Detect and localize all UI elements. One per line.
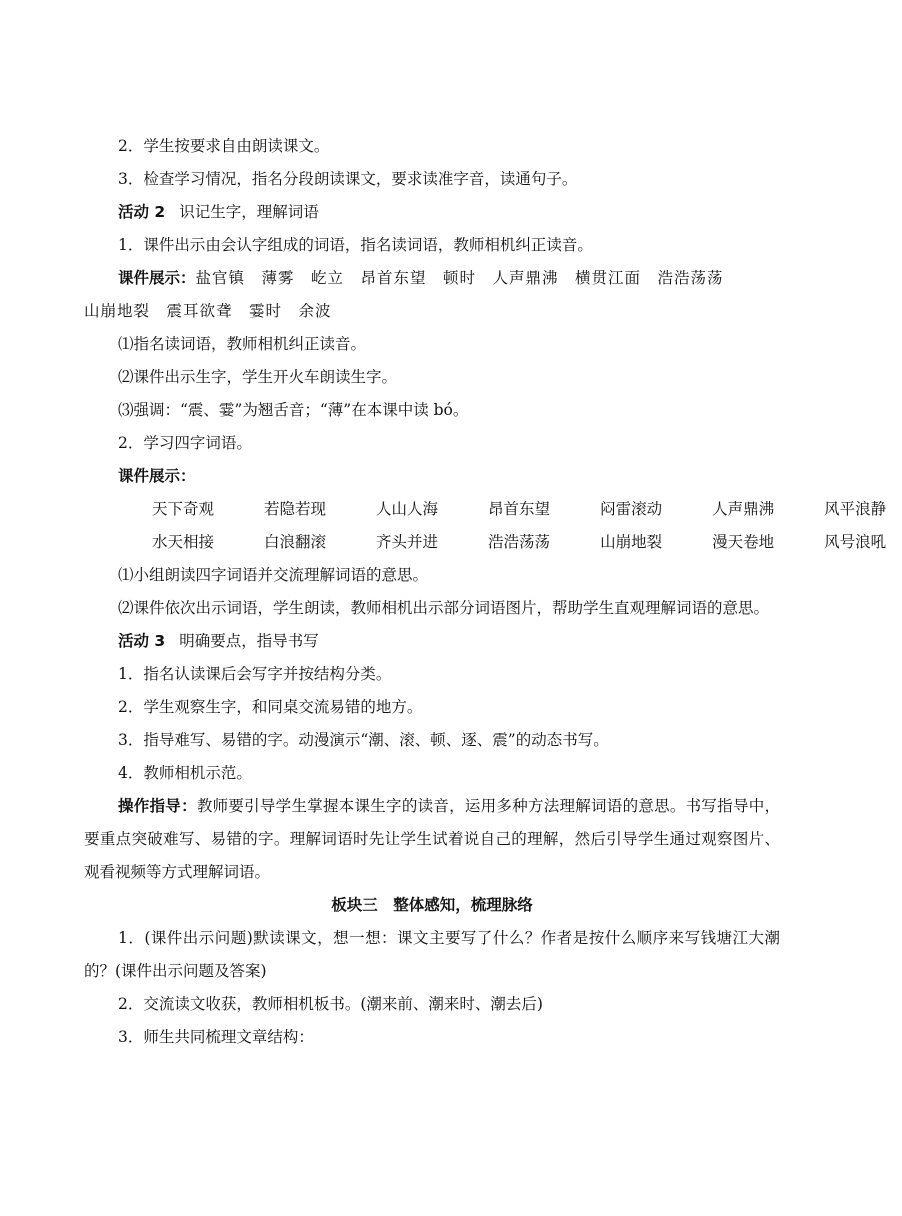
idiom: 风号浪吼 (824, 533, 887, 551)
activity-heading (84, 625, 780, 658)
paragraph: 1．课件出示由会认字组成的词语，指名读词语，教师相机纠正读音。 (118, 236, 593, 254)
paragraph: 2．学生观察生字，和同桌交流易错的地方。 (118, 698, 423, 716)
paragraph: 2．学生按要求自由朗读课文。 (118, 137, 330, 155)
courseware-display (84, 262, 780, 295)
paragraph: 3．指导难写、易错的字。动漫演示“潮、滚、顿、逐、震”的动态书写。 (118, 731, 609, 749)
idiom: 白浪翻滚 (264, 533, 327, 551)
paragraph: 3．检查学习情况，指名分段朗读课文，要求读准字音，读通句子。 (118, 170, 578, 188)
courseware-label: 课件展示： (118, 269, 196, 287)
idiom: 漫天卷地 (712, 533, 775, 551)
activity-title: 识记生字，理解词语 (179, 203, 319, 221)
idiom-row-1 (84, 493, 887, 526)
activity-label: 活动 2 (118, 203, 166, 221)
courseware-words: 盐官镇 薄雾 屹立 昂首东望 顿时 人声鼎沸 横贯江面 浩浩荡荡 (195, 269, 724, 287)
activity-label: 活动 3 (118, 632, 166, 650)
idiom: 风平浪静 (824, 500, 887, 518)
idiom: 水天相接 (152, 533, 215, 551)
idiom-row-2 (84, 526, 887, 559)
courseware-label-text: 课件展示： (118, 467, 196, 485)
activity-title: 明确要点，指导书写 (179, 632, 319, 650)
paragraph: ⑴小组朗读四字词语并交流理解词语的意思。 (118, 566, 429, 584)
paragraph: 2．交流读文收获，教师相机板书。(潮来前、潮来时、潮去后) (118, 995, 543, 1013)
paragraph: 3．师生共同梳理文章结构： (118, 1028, 314, 1046)
paragraph: ⑴指名读词语，教师相机纠正读音。 (118, 335, 367, 353)
paragraph: 2．学习四字词语。 (118, 434, 252, 452)
idiom: 人声鼎沸 (712, 500, 775, 518)
idiom: 天下奇观 (152, 500, 215, 518)
operation-guide-text: 教师要引导学生掌握本课生字的读音，运用多种方法理解词语的意思。书写指导中，要重点突破难写、易错的字。理解词语时先让学生试着说自己的理解，然后引导学生通过观察图片、观看视频等方式理解词语。 (84, 797, 780, 881)
courseware-label (84, 460, 780, 493)
operation-guide-label: 操作指导： (118, 797, 197, 815)
idiom: 闷雷滚动 (600, 500, 663, 518)
idiom: 山崩地裂 (600, 533, 663, 551)
paragraph: ⑵课件出示生字，学生开火车朗读生字。 (118, 368, 398, 386)
paragraph: 4．教师相机示范。 (118, 764, 252, 782)
document-body (84, 130, 887, 1054)
idiom: 浩浩荡荡 (488, 533, 551, 551)
paragraph: 1．(课件出示问题)默读课文，想一想：课文主要写了什么？作者是按什么顺序来写钱塘江大潮的？(课件出示问题及答案) (84, 929, 780, 980)
idiom: 若隐若现 (264, 500, 327, 518)
idiom: 昂首东望 (488, 500, 551, 518)
activity-heading (84, 196, 780, 229)
paragraph: ⑵课件依次出示词语，学生朗读，教师相机出示部分词语图片，帮助学生直观理解词语的意思。 (118, 599, 770, 617)
paragraph: ⑶强调：“震、霎”为翘舌音；“薄”在本课中读 bó。 (118, 401, 469, 419)
courseware-words-cont: 山崩地裂 震耳欲聋 霎时 余波 (84, 302, 332, 320)
idiom: 齐头并进 (376, 533, 439, 551)
paragraph: 1．指名认读课后会写字并按结构分类。 (118, 665, 392, 683)
operation-guide (84, 790, 780, 889)
idiom: 人山人海 (376, 500, 439, 518)
section-title: 板块三 整体感知，梳理脉络 (331, 896, 533, 914)
